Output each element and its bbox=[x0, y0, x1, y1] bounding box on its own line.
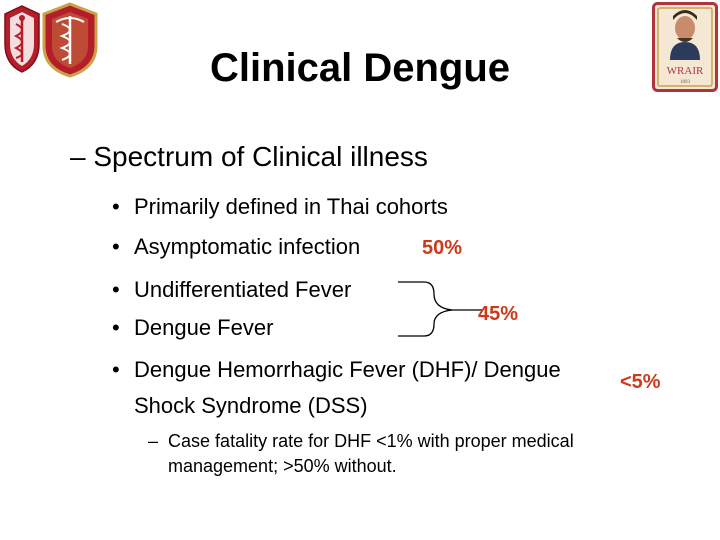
sub-bullet-case-fatality bbox=[148, 429, 648, 453]
medical-corps-seal-logo bbox=[40, 2, 100, 78]
sub-bullet-line2: management; >50% without. bbox=[168, 456, 397, 476]
bullet-marker: • bbox=[112, 315, 120, 340]
bullet-text: Undifferentiated Fever bbox=[134, 277, 352, 302]
bullet-marker: • bbox=[112, 234, 120, 259]
bullet-dhf-dss bbox=[112, 356, 561, 384]
dash-marker: – bbox=[70, 141, 86, 172]
sub-bullet-line1: Case fatality rate for DHF <1% with proper medical bbox=[168, 431, 574, 451]
bullet-asymptomatic bbox=[112, 233, 360, 261]
percent-asymptomatic: 50% bbox=[422, 237, 463, 259]
sub-dash-marker: – bbox=[148, 431, 159, 451]
bullet-text: Primarily defined in Thai cohorts bbox=[134, 194, 448, 219]
bullet-dengue-fever bbox=[112, 314, 273, 342]
wrair-logo bbox=[652, 2, 718, 92]
bullet-thai-cohorts bbox=[112, 193, 448, 221]
percent-dhf-dss: <5% bbox=[620, 371, 661, 393]
bullet-text-line1: Dengue Hemorrhagic Fever (DHF)/ Dengue bbox=[134, 357, 561, 382]
bullet-text: Asymptomatic infection bbox=[134, 234, 361, 259]
percent-fever-group: 45% bbox=[478, 303, 519, 325]
bullet-dhf-dss-line2: Shock Syndrome (DSS) bbox=[134, 393, 368, 418]
bullet-marker: • bbox=[112, 357, 120, 382]
wrair-logo-year: 1893 bbox=[680, 80, 690, 85]
level1-item bbox=[70, 140, 428, 174]
medical-crest-logo bbox=[2, 4, 42, 74]
bullet-text: Dengue Fever bbox=[134, 315, 274, 340]
bullet-marker: • bbox=[112, 277, 120, 302]
level1-label: Spectrum of Clinical illness bbox=[93, 141, 428, 172]
slide-title: Clinical Dengue bbox=[209, 46, 511, 90]
bullet-undifferentiated bbox=[112, 276, 351, 304]
wrair-logo-text: WRAIR bbox=[666, 65, 704, 77]
bracket-connector bbox=[396, 280, 486, 340]
bullet-marker: • bbox=[112, 194, 120, 219]
